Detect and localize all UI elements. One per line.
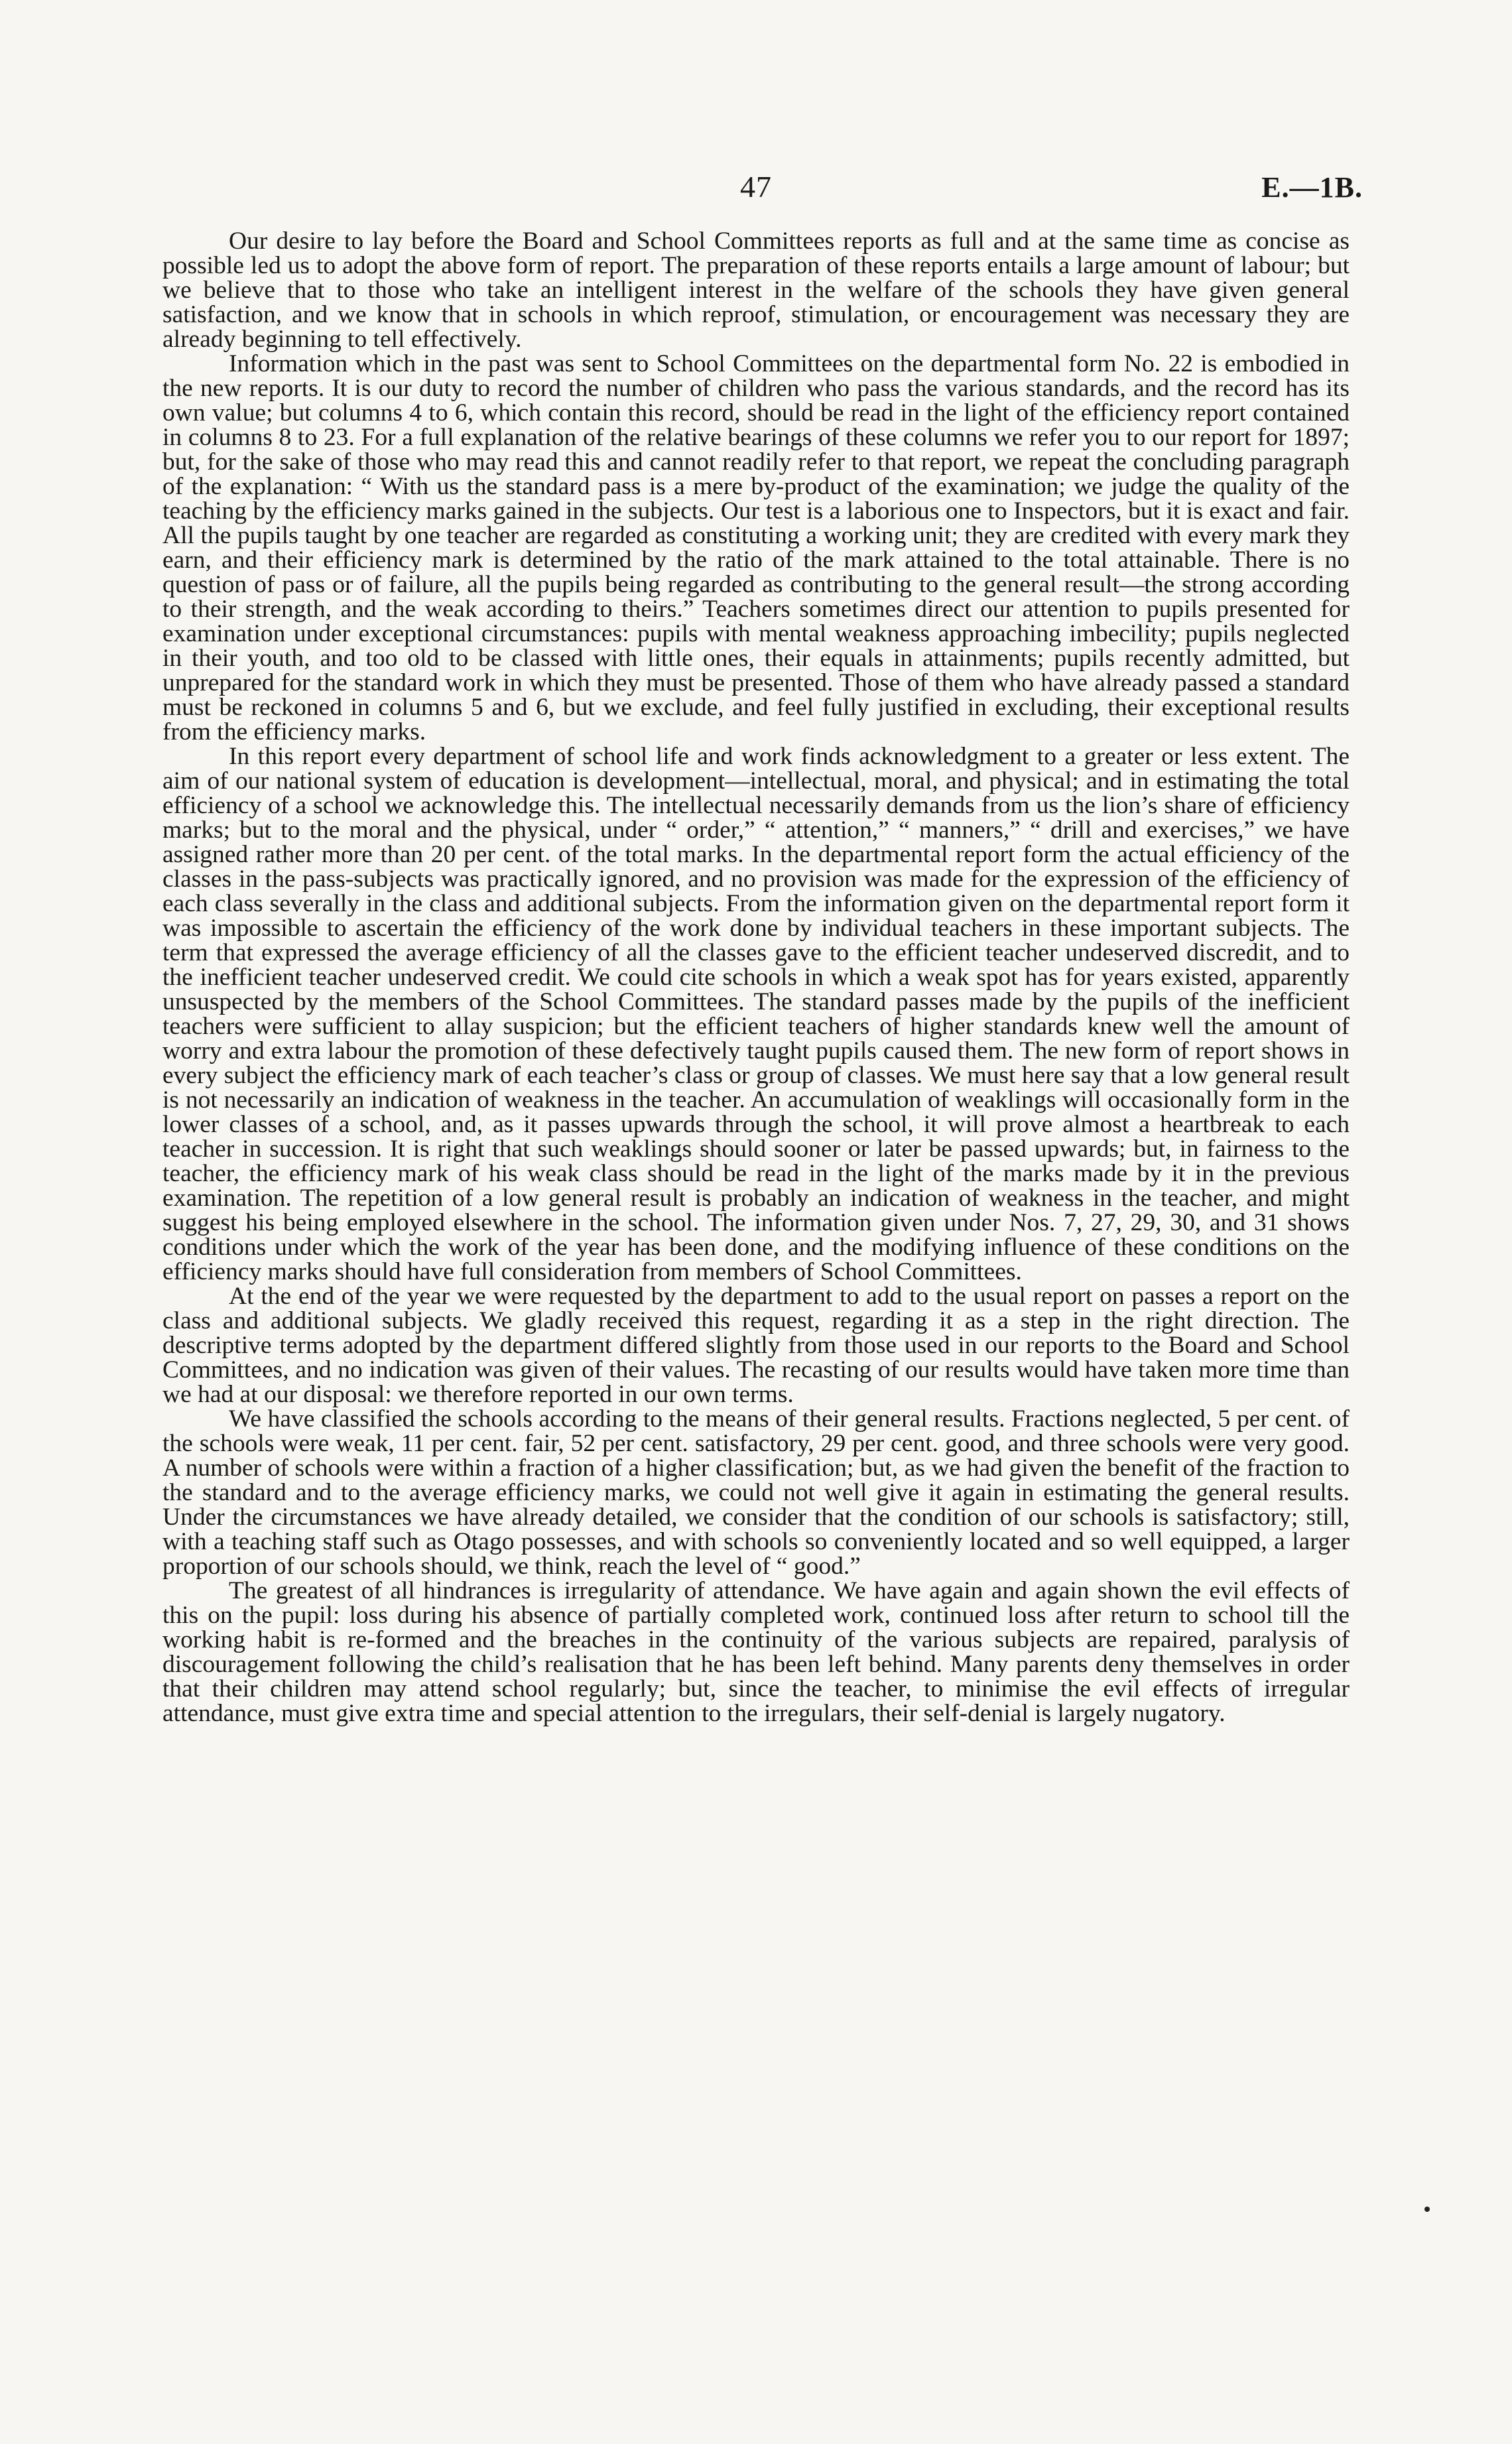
page-header xyxy=(162,169,1363,229)
body-text xyxy=(162,229,1350,1726)
document-page xyxy=(162,169,1363,1727)
paragraph-report-form: Our desire to lay before the Board and School Committees reports as full and at the same time as concise as possible led us to adopt the above form of report. The preparation of these reports entails a large amount of labour; but we believe that to those who take an intelligent interest in the welfare of the schools they have given general satisfaction, and we know that in schools in which reproof, stimulation, or encouragement was necessary they are already beginning to tell effectively. xyxy=(162,227,1350,353)
paragraph-school-life: In this report every department of school life and work finds acknowledgment to a greater or less extent. The aim of our national system of education is development—intellectual, moral, and physical; and in estimating the total efficiency of a school we acknowledge this. The intellectual necessarily demands from us the lion’s share of efficiency marks; but to the moral and the physical, under “ order,” “ attention,” “ manners,” “ drill and exercises,” we have assigned rather more than 20 per cent. of the total marks. In the departmental report form the actual efficiency of the classes in the pass-subjects was practically ignored, and no provision was made for the expression of the efficiency of each class severally in the class and additional subjects. From the information given on the departmental report form it was impossible to ascertain the efficiency of the work done by individual teachers in these important subjects. The term that expressed the average efficiency of all the classes gave to the efficient teacher undeserved discredit, and to the inefficient teacher undeserved credit. We could cite schools in which a weak spot has for years existed, apparently unsuspected by the members of the School Committees. The standard passes made by the pupils of the inefficient teachers were sufficient to allay suspicion; but the efficient teachers of higher standards knew well the amount of worry and extra labour the promotion of these defectively taught pupils caused them. The new form of report shows in every subject the efficiency mark of each teacher’s class or group of classes. We must here say that a low general result is not necessarily an indication of weakness in the teacher. An accumulation of weaklings will occasionally form in the lower classes of a school, and, as it passes upwards through the school, it will prove almost a heartbreak to each teacher in succession. It is right that such weaklings should sooner or later be passed upwards; but, in fairness to the teacher, the efficiency mark of his weak class should be read in the light of the marks made by it in the previous examination. The repetition of a low general result is probably an indication of weakness in the teacher, and might suggest his being employed elsewhere in the school. The information given under Nos. 7, 27, 29, 30, and 31 shows conditions under which the work of the year has been done, and the modifying influence of these conditions on the efficiency marks should have full consideration from members of School Committees. xyxy=(162,743,1350,1285)
paragraph-department-request: At the end of the year we were requested by the department to add to the usual report on passes a report on the class and additional subjects. We gladly received this request, regarding it as a step in the right direction. The descriptive terms adopted by the department differed slightly from those used in our reports to the Board and School Committees, and no indication was given of their values. The recasting of our results would have taken more time than we had at our disposal: we therefore reported in our own terms. xyxy=(162,1283,1350,1408)
margin-mark xyxy=(1424,2207,1430,2212)
page-number: 47 xyxy=(740,170,772,204)
paragraph-attendance: The greatest of all hindrances is irregularity of attendance. We have again and again shown the evil effects of this on the pupil: loss during his absence of partially completed work, continued loss after return to school till the working habit is re-formed and the breaches in the continuity of the various subjects are repaired, paralysis of discouragement following the child’s realisation that he has been left behind. Many parents deny themselves in order that their children may attend school regularly; but, since the teacher, to minimise the evil effects of irregular attendance, must give extra time and special attention to the irregulars, their self-denial is largely nugatory. xyxy=(162,1577,1350,1727)
document-reference: E.—1B. xyxy=(1261,171,1363,204)
paragraph-information: Information which in the past was sent to School Committees on the departmental form No. 22 is embodied in the new reports. It is our duty to record the number of children who pass the various standards, and the record has its own value; but columns 4 to 6, which contain this record, should be read in the light of the efficiency report contained in columns 8 to 23. For a full explanation of the relative bearings of these columns we refer you to our report for 1897; but, for the sake of those who may read this and cannot readily refer to that report, we repeat the concluding paragraph of the explanation: “ With us the standard pass is a mere by-product of the examination; we judge the quality of the teaching by the efficiency marks gained in the subjects. Our test is a laborious one to Inspectors, but it is exact and fair. All the pupils taught by one teacher are regarded as constituting a working unit; they are credited with every mark they earn, and their efficiency mark is determined by the ratio of the mark attained to the total attainable. There is no question of pass or of failure, all the pupils being regarded as contributing to the general result—the strong according to their strength, and the weak according to theirs.” Teachers sometimes direct our attention to pupils presented for examination under exceptional circumstances: pupils with mental weakness approaching imbecility; pupils neglected in their youth, and too old to be classed with little ones, their equals in attainments; pupils recently admitted, but unprepared for the standard work in which they must be presented. Those of them who have already passed a standard must be reckoned in columns 5 and 6, but we exclude, and feel fully justified in excluding, their exceptional results from the efficiency marks. xyxy=(162,350,1350,745)
paragraph-classification: We have classified the schools according to the means of their general results. Fractions neglected, 5 per cent. of the schools were weak, 11 per cent. fair, 52 per cent. satisfactory, 29 per cent. good, and three schools were very good. A number of schools were within a fraction of a higher classification; but, as we had given the benefit of the fraction to the standard and to the average efficiency marks, we could not well give it again in estimating the general results. Under the circumstances we have already detailed, we consider that the condition of our schools is satisfactory; still, with a teaching staff such as Otago possesses, and with schools so conveniently located and so well equipped, a larger proportion of our schools should, we think, reach the level of “ good.” xyxy=(162,1405,1350,1580)
